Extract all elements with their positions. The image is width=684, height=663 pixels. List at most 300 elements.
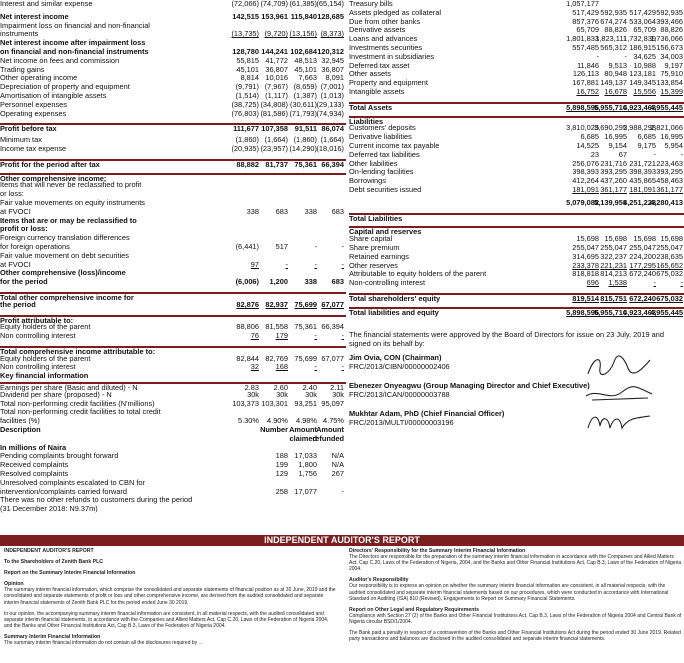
row-label: Net income on fees and commission [0,55,120,65]
row-value: 107,358 [261,124,288,134]
row-value: 36,807 [321,64,344,74]
row-value: 6,685 [637,132,656,142]
row-value: 1,736,066 [650,34,683,44]
row-value: 233,378 [572,260,599,270]
row-label: Resolved complaints [0,469,69,479]
row-value: 5,139,959 [594,197,627,207]
row-value: 4.98% [296,416,317,426]
row-value: (65,154) [316,0,344,8]
row-label: Profit before tax [0,124,57,134]
row-value: 1,200 [269,277,288,287]
row-value: 517,429 [629,7,656,17]
row-label: In millions of Naira [0,442,67,452]
row-value: 65,709 [633,25,656,35]
signature-icon [584,382,654,406]
row-value: N/A [331,460,344,470]
row-label: Total shareholders' equity [349,293,441,303]
row-value: (30,611) [290,99,317,109]
row-value: 34,625 [633,51,656,61]
row-value: 393,295 [656,167,683,177]
row-value: 75,361 [294,159,317,169]
row-value: 592,935 [600,7,627,17]
row-value: 32,945 [321,55,344,65]
row-value: - [653,149,656,159]
row-value: (1,514) [235,90,259,100]
row-value: (81,586) [260,108,288,118]
row-label: Treasury bills [349,0,393,8]
row-label: facilities (%) [0,416,40,426]
row-value: 76 [250,331,259,341]
row-value: 322,237 [600,251,627,261]
row-value: 17,033 [294,451,317,461]
row-value: (1,117) [265,90,288,100]
row-value: 15,698 [576,234,599,244]
row-value: 3,810,025 [566,123,599,133]
row-value: 4,923,468 [623,307,656,317]
signature-icon [584,410,654,434]
row-value: 128,685 [317,11,344,21]
row-value: 5,898,596 [566,307,599,317]
row-value: 81,558 [265,322,288,332]
row-value: 398,393 [629,167,656,177]
row-value: 675,032 [656,293,683,303]
row-value: - [596,51,599,61]
row-value: 361,177 [600,184,627,194]
row-value: 4.90% [267,416,288,426]
row-value: (76,803) [231,108,259,118]
row-value: refunded [312,433,344,443]
statement-row [0,199,346,208]
row-value: - [341,331,344,341]
opinion-text: The summary interim financial information, which comprise the consolidated and separate statements of financial position as at 30 June, 2019 and the consolidated and separate statements of profit or loss and other comprehensive income, are derived from the audited consolidated and separate interim financial statements of Zenith Bank PLC for the period ended June 30 2019. [4,587,336,606]
row-value: 23 [590,149,599,159]
row-label: at FVOCI [0,206,31,216]
row-value: - [341,362,344,372]
row-value: 4,955,445 [650,307,683,317]
row-value: 674,274 [600,16,627,26]
statement-row [0,372,346,381]
statement-row [0,341,346,345]
row-value: 48,513 [294,55,317,65]
row-value: (38,725) [231,99,259,109]
statement-row [0,332,346,341]
row-value: 86,074 [321,124,344,134]
row-label: Description [0,425,41,435]
row-label: Other assets [349,69,391,79]
row-label: Derivative assets [349,25,406,35]
row-label: instruments [0,29,39,39]
row-label: Debt securities issued [349,184,422,194]
statement-row [0,310,346,314]
directors-text: The Directors are responsible for the preparation of the summary interim financial information in accordance with the Companies and Allied Matters Act, Cap C.20, Laws of the Federation of Nigeria, 2004, and the Banks and Other Financial Institutions Act, Cap B.3, Laws of the Federation of Nigeria 2004. [349,554,682,573]
row-value: (7,001) [320,82,344,92]
approval-text: The financial statements were approved by the Board of Directors for issue on 23 July, 2019 and signed on its behalf by: [349,329,664,348]
row-label: Investment in subsidiaries [349,51,435,61]
row-value: 5,955,710 [594,102,627,112]
row-value: 55,815 [236,55,259,65]
row-value: 1,800 [298,460,317,470]
row-value: 133,854 [656,78,683,88]
row-value: 179 [275,331,288,341]
row-value: 412,264 [572,176,599,186]
row-value: 142,515 [232,11,259,21]
opinion-text-2: In our opinion, the accompanying summary interim financial information are consistent, in all material respects, with the audited consolidated and separate interim financial statements, in accordance with the Companies and Allied Matters Act, Cap C.20, Laws of the Federation of Nigeria 2004, and the Banks and Other Financial Institutions Act, Cap B.3, Laws of the Federation of Nigeria 2004. [4,610,329,629]
row-value: 1,801,833 [566,34,599,44]
auditor-resp-text: Our responsibility is to express an opinion on whether the summary interim financial information are consistent, in all material respects, with the audited consolidated and separate interim financial statements based on our procedures, which were conducted in accordance with International Standard on Auditing (ISA) 810 (Revised), Engagements to Report on Summary Financial Statements. [349,583,669,602]
statement-row [0,287,346,291]
row-value: (1,664) [320,135,344,145]
row-value: 91,511 [294,124,317,134]
statement-row [349,213,684,222]
statement-row [349,208,684,212]
row-value: 533,064 [629,16,656,26]
audit-addressee: To the Shareholders of Zenith Bank PLC [4,559,104,566]
statement-row [349,97,684,101]
statement-row [0,118,346,122]
row-value: 675,032 [656,269,683,279]
row-value: 7,663 [298,73,317,83]
row-label: (31 December 2018: N9.37m) [0,504,98,514]
row-value: 41,772 [265,55,288,65]
row-label: Other comprehensive (loss)/income [0,268,126,278]
row-label: Derivative liabilities [349,132,412,142]
row-value: 67,077 [321,353,344,363]
row-value: 97 [250,259,259,269]
row-value: (71,793) [289,108,317,118]
row-value: 120,312 [317,46,344,56]
row-value: 66,394 [321,159,344,169]
row-label: Other liabilities [349,158,398,168]
statement-row [349,279,684,288]
row-value: (72,066) [231,0,259,8]
row-label: Income tax expense [0,143,67,153]
row-value: 398,393 [572,167,599,177]
row-value: (7,967) [264,82,288,92]
row-value: 75,699 [294,299,317,309]
signatory-name: Ebenezer Onyeagwu (Group Managing Director and Chief Executive) [349,380,590,390]
row-label: Received complaints [0,460,69,470]
signatory-frc-number: FRC/2013/ICAN/00000003788 [349,389,450,399]
statement-row [0,181,346,190]
row-value: Amount [316,425,344,435]
row-value: 75,361 [294,322,317,332]
row-value: 4,923,468 [623,102,656,112]
row-value: 338 [304,206,317,216]
audit-heading: INDEPENDENT AUDITOR'S REPORT [4,548,94,554]
row-value: 88,806 [236,322,259,332]
row-value: 15,399 [660,86,683,96]
row-value: 231,716 [600,158,627,168]
row-value: 30k [276,389,288,399]
row-value: 186,915 [629,42,656,52]
statement-row [0,110,346,119]
signatory [349,410,684,438]
regulatory-heading: Report on Other Legal and Regulatory Requirements [349,606,479,613]
row-value: 1,538 [608,278,627,288]
row-value: (1,860) [235,135,259,145]
row-value: (1,664) [264,135,288,145]
row-label: Due from other banks [349,16,421,26]
row-value: - [341,486,344,496]
row-value: 153,961 [261,11,288,21]
row-value: 4,251,228 [623,197,656,207]
signatories [349,354,684,438]
row-label: Foreign currency translation differences [0,233,130,243]
row-value: 75,699 [294,353,317,363]
row-value: 565,312 [600,42,627,52]
row-value: 8,091 [325,73,344,83]
row-value: 1,756 [298,469,317,479]
row-value: N/A [331,451,344,461]
row-value: 103,301 [261,398,288,408]
row-value: - [624,51,627,61]
row-label: Equity holders of the parent [0,353,91,363]
row-label: Equity holders of the parent [0,322,91,332]
row-value: 36,807 [265,64,288,74]
row-value: 15,698 [604,234,627,244]
row-value: 557,485 [572,42,599,52]
row-value: 224,200 [629,251,656,261]
row-value: - [653,278,656,288]
audit-right-column [349,548,682,647]
row-value: 123,181 [629,69,656,79]
row-label: Profit for the period after tax [0,159,100,169]
row-label: or loss: [0,189,24,199]
row-label: There was no other refunds to customers during the period [0,495,193,505]
row-value: 149,137 [600,78,627,88]
row-value: 1,823,111 [595,34,627,44]
row-value: (18,016) [316,143,344,153]
row-value: 10,988 [633,60,656,70]
row-value: 815,751 [600,293,627,303]
row-label: Net interest income [0,11,69,21]
row-value: 10,016 [265,73,288,83]
row-value: 8,814 [240,73,259,83]
row-value: 88,826 [660,25,683,35]
row-value: 14,525 [576,140,599,150]
statement-row [0,145,346,154]
row-label: profit or loss: [0,224,48,234]
row-value: 1,732,839 [623,34,656,44]
signatory-frc-number: FRC/2013/MULTI/00000003196 [349,417,454,427]
row-value: 255,047 [572,242,599,252]
row-label: Pending complaints brought forward [0,451,119,461]
row-value: 5,898,596 [566,102,599,112]
row-value: 5.30% [238,416,259,426]
row-value: 5,079,082 [566,197,599,207]
row-value: 95,097 [321,398,344,408]
row-value: 9,175 [637,140,656,150]
row-value: (61,385) [289,0,317,8]
row-value: - [314,362,317,372]
row-label: for the period [0,277,48,287]
row-value: 6,685 [580,132,599,142]
row-value: 672,240 [629,269,656,279]
signatory [349,354,684,382]
row-value: (74,934) [316,108,344,118]
row-label: Impairment loss on financial and non-financial [0,20,150,30]
row-value: 126,113 [572,69,599,79]
row-value: 231,721 [629,158,656,168]
row-value: 82,937 [265,299,288,309]
row-label: Total Assets [349,102,393,112]
row-value: (23,957) [260,143,288,153]
row-value: 223,463 [656,158,683,168]
row-label: Total comprehensive income attributable to: [0,346,156,356]
row-value: (34,808) [260,99,288,109]
statement-row [349,111,684,115]
row-value: 181,091 [629,184,656,194]
row-label: Operating expenses [0,108,67,118]
row-value: (8,659) [293,82,317,92]
row-label: Borrowings [349,176,386,186]
statement-row [349,186,684,195]
row-value: 2.11 [330,383,344,393]
row-label: Non controlling interest [0,331,76,341]
row-value: 393,295 [600,167,627,177]
row-label: at FVOCI [0,259,31,269]
row-value: 5,955,710 [594,307,627,317]
row-label: Unresolved complaints escalated to CBN for [0,477,146,487]
row-value: 9,197 [664,60,683,70]
row-value: 4,955,445 [650,102,683,112]
row-value: - [314,259,317,269]
row-value: 103,373 [232,398,259,408]
row-value: (20,935) [231,143,259,153]
row-value: (6,441) [235,241,259,251]
row-value: claimed [289,433,317,443]
row-value: (29,133) [316,99,344,109]
signatory [349,382,684,410]
row-value: - [341,241,344,251]
row-value: 88,882 [236,159,259,169]
row-value: 683 [275,206,288,216]
row-value: 115,840 [290,11,317,21]
row-label: the period [0,299,36,309]
row-value: 4.75% [323,416,344,426]
row-label: Retained earnings [349,251,409,261]
row-value: (1,860) [293,135,317,145]
regulatory-text: Compliance with Section 27 (2) of the Banks and Other Financial Institutions Act, Cap B.3, Laws of the Federation of Nigeria 2004 and Central Bank of Nigeria circular BSD/1/2004. [349,612,682,625]
row-value: 2,988,298 [623,123,656,133]
signatory-name: Mukhtar Adam, PhD (Chief Financial Officer) [349,408,505,418]
row-value: 393,466 [656,16,683,26]
row-label: On-lending facilities [349,167,414,177]
row-label: Minimum tax [0,135,42,145]
row-value: 3,690,295 [594,123,627,133]
row-value: 45,101 [294,64,317,74]
balance-sheet-column [349,0,684,438]
row-value: 338 [246,206,259,216]
row-value: 435,865 [629,176,656,186]
row-value: 82,769 [265,353,288,363]
row-value: 458,463 [656,176,683,186]
statement-row [0,0,346,9]
row-value: 683 [331,277,344,287]
row-label: Amortisation of intangible assets [0,90,107,100]
row-value: 30k [247,389,259,399]
row-label: Current income tax payable [349,140,440,150]
row-value: 30k [305,389,317,399]
row-label: Capital and reserves [349,227,422,237]
row-value: 188 [275,451,288,461]
statement-row [349,199,684,208]
row-value: 67,077 [321,299,344,309]
row-value: (14,290) [289,143,317,153]
signatory-frc-number: FRC/2013/CIBN/00000002406 [349,361,450,371]
row-label: Share capital [349,234,393,244]
row-label: Other operating income [0,73,78,83]
statement-row [0,269,346,278]
row-label: Personnel expenses [0,99,67,109]
row-value: 177,295 [629,260,656,270]
statement-row [349,307,684,316]
row-value: 9,513 [608,60,627,70]
row-value: (1,387) [293,90,317,100]
row-value: (1,013) [320,90,344,100]
row-value: 80,948 [604,69,627,79]
row-label: Loans and advances [349,34,418,44]
statement-row [0,278,346,287]
row-value: 255,047 [600,242,627,252]
row-value: (6,006) [235,277,259,287]
row-value: 65,709 [576,25,599,35]
row-value: 2.60 [273,383,288,393]
row-value: 221,231 [600,260,627,270]
row-label: Deferred tax asset [349,60,410,70]
row-value: - [341,259,344,269]
row-label: Total non-performing credit facilities (N'millions) [0,398,155,408]
row-value: 45,101 [236,64,259,74]
row-value: 361,177 [656,184,683,194]
statement-row [0,168,346,172]
row-value: 338 [304,277,317,287]
signature-icon [584,354,654,378]
row-label: Intangible assets [349,86,405,96]
row-value: (13,735) [231,29,259,39]
row-label: Total liabilities and equity [349,307,439,317]
row-label: Fair value movement on debt securities [0,250,129,260]
row-value: 82,844 [236,353,259,363]
row-value: 15,556 [633,86,656,96]
row-value: (9,720) [264,29,288,39]
row-label: Investments securities [349,42,423,52]
statement-row [349,293,684,302]
row-label: Key financial information [0,371,89,381]
row-value: 16,752 [576,86,599,96]
row-value: (13,156) [289,29,317,39]
row-label: Other reserves [349,260,398,270]
row-value: (74,709) [260,0,288,8]
row-value: 4,280,413 [650,197,683,207]
row-value: 16,678 [604,86,627,96]
row-value: - [680,149,683,159]
row-value: 75,910 [660,69,683,79]
row-label: Items that will never be reclassified to profit [0,180,142,190]
row-value: 16,995 [604,132,627,142]
row-value: 672,240 [629,293,656,303]
row-value: 165,652 [656,260,683,270]
row-value: 2.40 [302,383,317,393]
statement-row [0,159,346,168]
row-value: - [314,241,317,251]
row-value: 15,698 [660,234,683,244]
row-value: - [680,278,683,288]
signatory-name: Jim Ovia, CON (Chairman) [349,352,442,362]
row-label: Liabilities [349,116,384,126]
statement-row [349,88,684,97]
statement-row [0,408,346,417]
